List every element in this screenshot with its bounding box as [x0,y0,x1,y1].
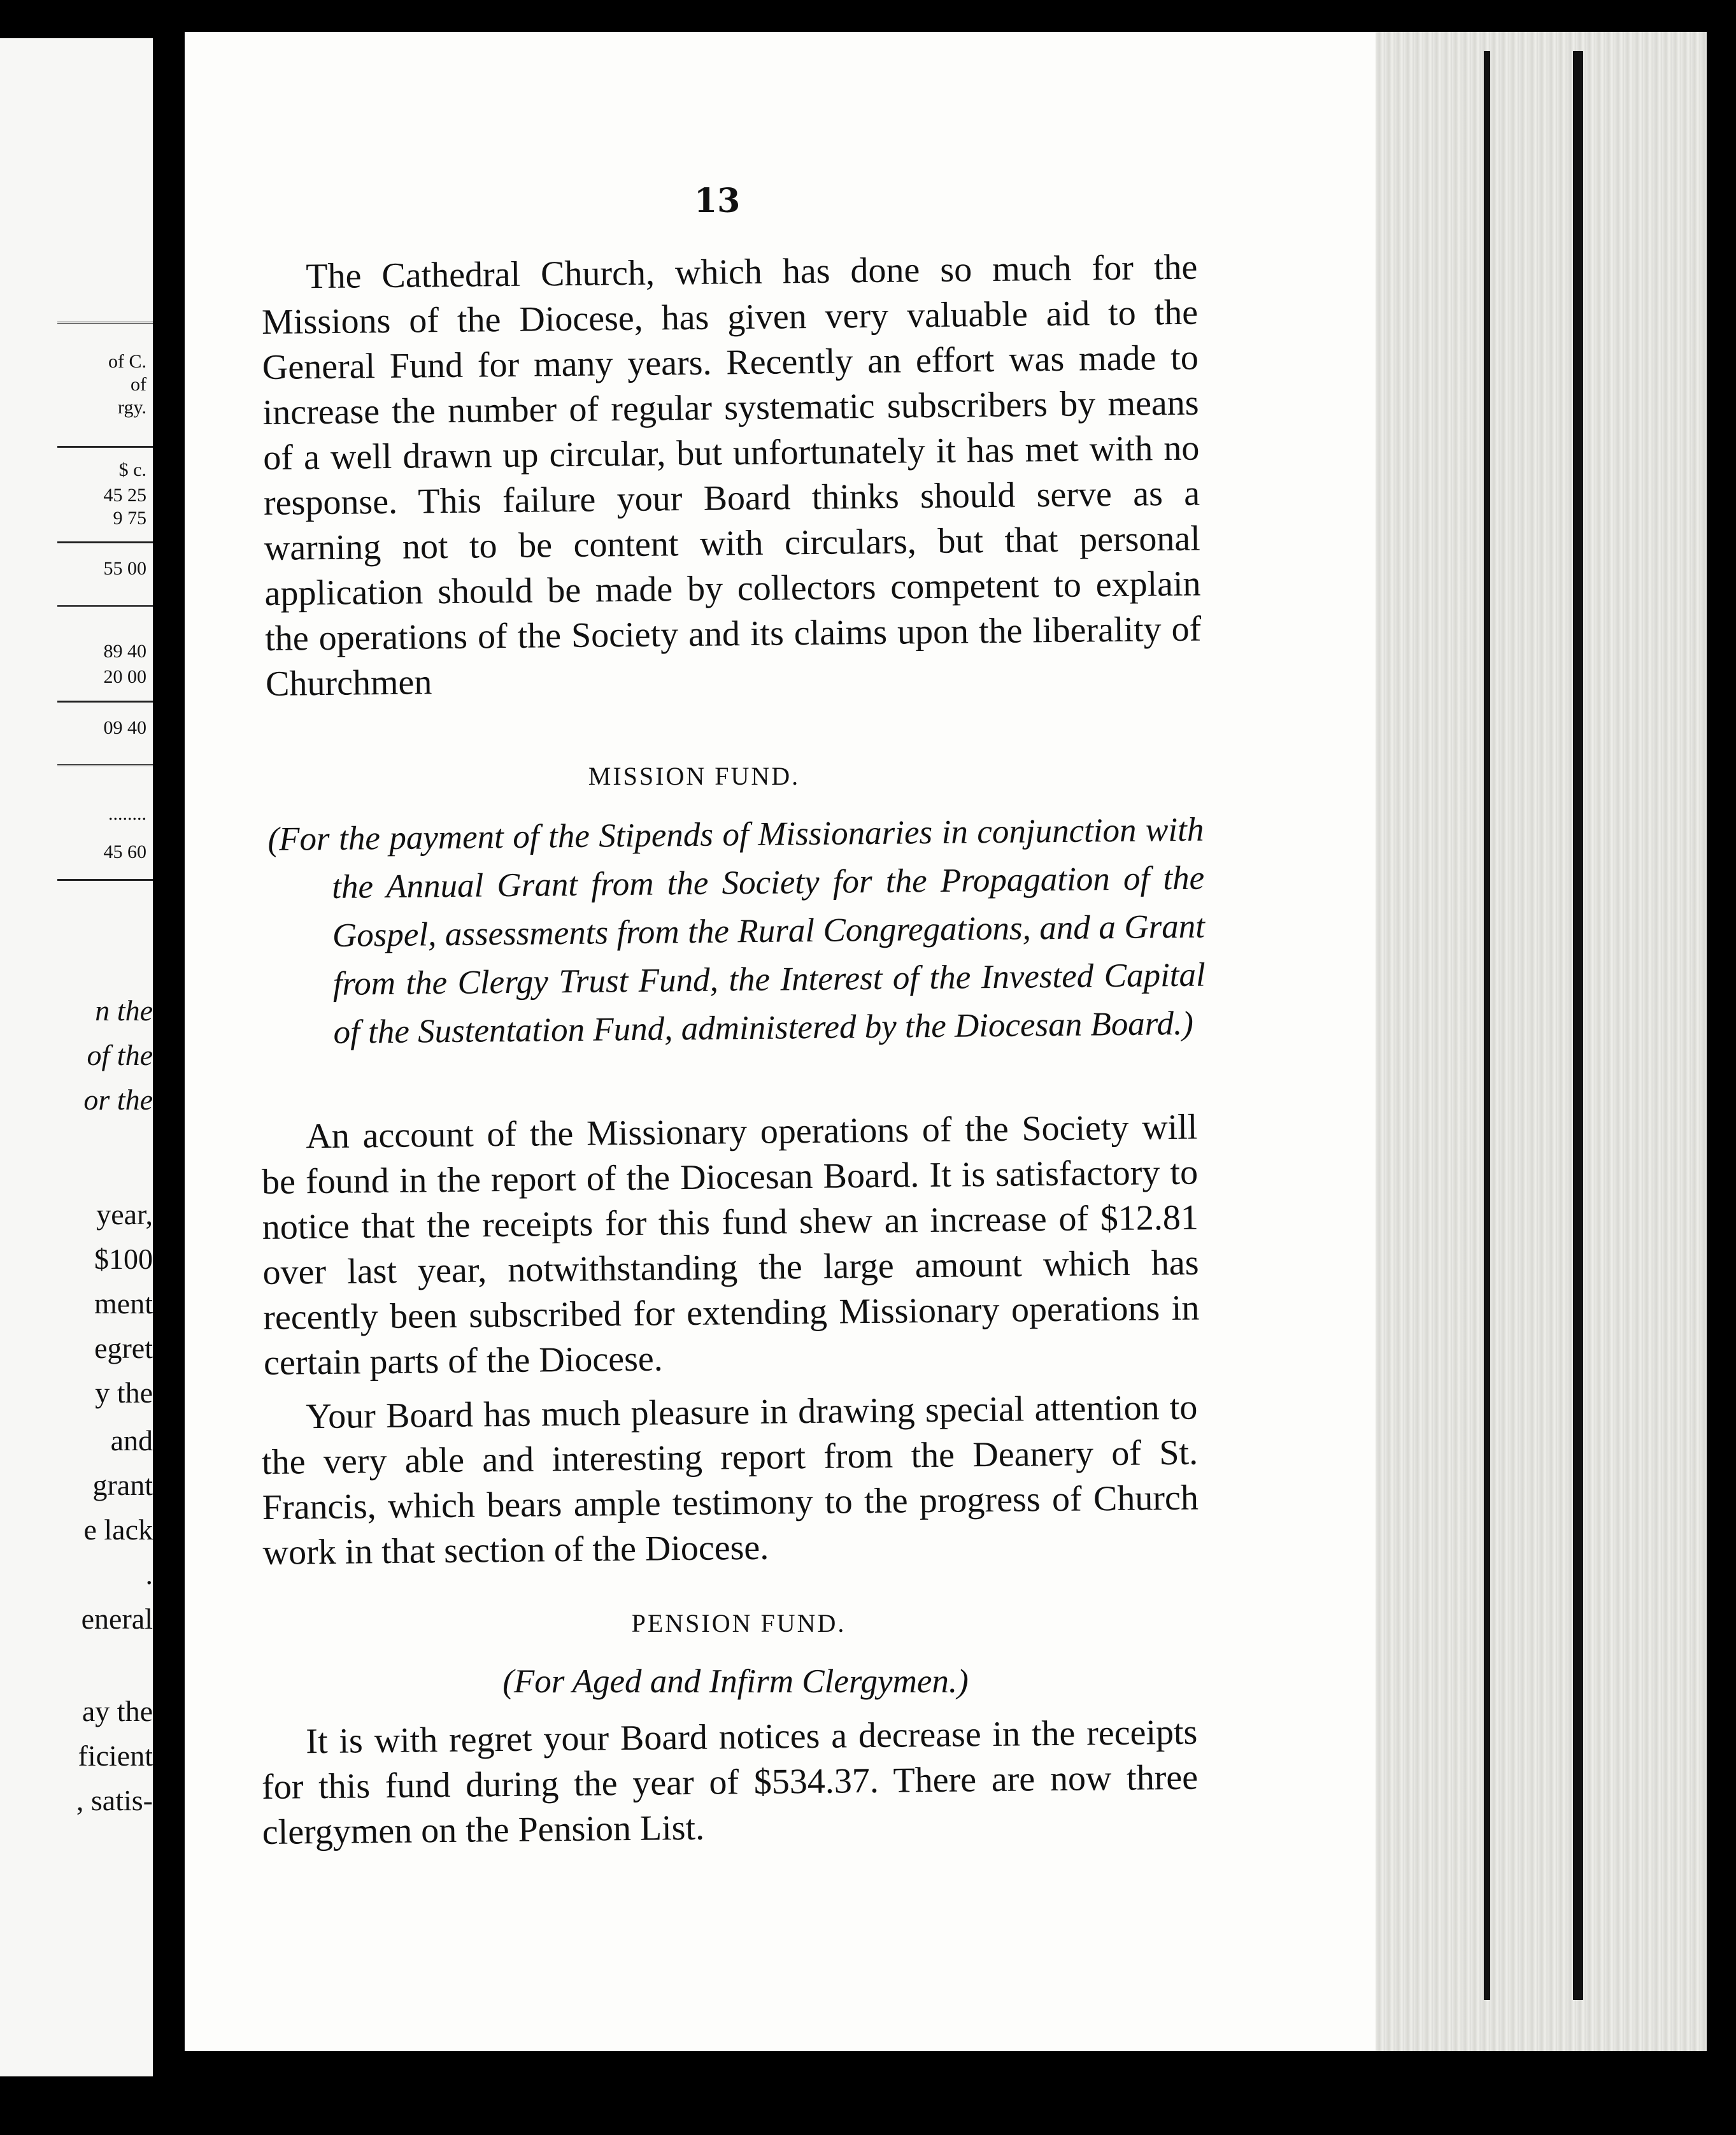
text-fragment: egret [94,1332,153,1364]
left-page-fragment [0,38,153,2076]
text-fragment: ay the [82,1695,153,1727]
text-fragment: , satis- [76,1784,153,1817]
text-fragment: of the [87,1039,153,1071]
figure: 45 25 [103,485,146,506]
figure: 9 75 [113,508,146,529]
rule [57,541,153,543]
text-fragment: e lack [83,1513,153,1546]
text-fragment: eneral [81,1603,153,1635]
text-fragment: or the [83,1083,153,1116]
double-rule [57,322,153,326]
text-fragment: $100 [94,1243,153,1275]
figure: 20 00 [103,666,146,687]
mission-fund-heading: MISSION FUND. [588,762,800,790]
text-fragment: year, [96,1198,153,1231]
text-fragment: y the [95,1376,153,1409]
intro-paragraph: The Cathedral Church, which has done so much for the Missions of the Diocese, has given very valuable aid to the General Fund for many years. Recently an effort was made to increase the number of regular systematic subscribers by means of a well drawn up circular, but unfortunately it has met with no response. This failure your Board thinks should serve as a warning not to be content with circulars, but that personal application should be made by collectors competent to explain the operations of the Society and its claims upon the liberality of Churchmen [261,247,1202,704]
rule [57,446,153,448]
figure: 55 00 [103,558,146,579]
mission-fund-note: (For the payment of the Stipends of Missionaries in conjunction with the Annual Grant from the Society for the Propagation of the Gospel, assessments from the Rural Congregations, and a Grant from the Clergy Trust Fund, the Interest of the Invested Capital of the Sustentation Fund, administered by the Diocesan Board.) [267,811,1206,1051]
page-edges [1376,32,1707,2051]
pension-fund-heading: PENSION FUND. [631,1609,846,1638]
edge-shadow-line [1484,51,1490,2000]
text-fragment: ment [94,1287,153,1320]
text-fragment: n the [95,994,153,1027]
figure: 89 40 [103,641,146,662]
text-fragment: . [145,1558,153,1590]
edge-shadow-line [1573,51,1583,2000]
rule [57,879,153,881]
mission-paragraph-1: An account of the Missionary operations of the Society will be found in the report of the Diocesan Board. It is satisfactory to notice that the receipts for this fund shew an increase of $12.81 over last year, notwithstanding the large amount which has recently been subscribed for extending Missionary operations in certain parts of the Diocese. [261,1107,1200,1383]
pension-paragraph: It is with regret your Board notices a decrease in the receipts for this fund during the year of $534.37. There are now three clergymen on the Pension List. [261,1712,1199,1852]
double-rule [57,764,153,769]
rule [57,701,153,703]
text-fragment: grant [92,1469,153,1501]
pension-fund-note: (For Aged and Infirm Clergymen.) [502,1663,969,1700]
leader-dots: ........ [108,803,146,824]
figure: 09 40 [103,717,146,738]
currency-header: $ c. [118,459,146,480]
page-number: 13 [694,182,741,220]
double-rule [57,605,153,610]
column-header: of C. of rgy. [108,351,146,418]
text-fragment: ficient [78,1739,153,1772]
text-fragment: and [110,1424,153,1457]
figure: 45 60 [103,841,146,862]
mission-paragraph-2: Your Board has much pleasure in drawing special attention to the very able and interesting report from the Deanery of St. Francis, which bears ample testimony to the progress of Church work in that section of the Diocese. [261,1387,1199,1573]
